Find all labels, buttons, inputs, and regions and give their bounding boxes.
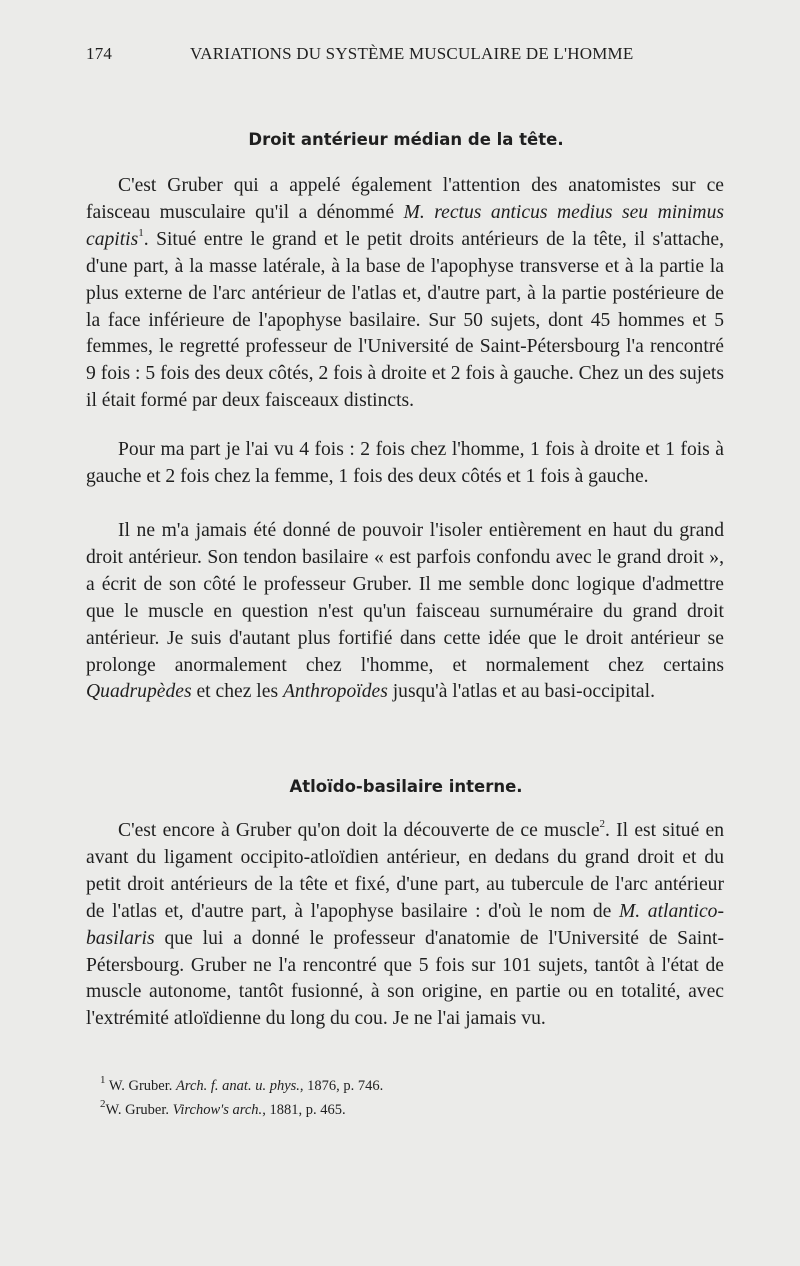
footnote-ref-2: 2 — [599, 818, 606, 831]
page-number: 174 — [86, 44, 113, 63]
section-heading-atloido-basilaire: Atloïdo-basilaire interne. — [289, 777, 523, 796]
running-title: VARIATIONS DU SYSTÈME MUSCULAIRE DE L'HOMME — [190, 44, 634, 63]
paragraph-conclusion: Il ne m'a jamais été donné de pouvoir l'isoler entièrement en haut du grand droit antérieur. Son tendon basilaire « est parfois confondu avec le grand droit », a écrit de son côté le professeur Gruber. Il me semble donc logique d'admettre que le muscle en question n'est qu'un faisceau surnuméraire du grand droit antérieur. Je suis d'autant plus fortifié dans cette idée que le droit antérieur se prolonge anormalement chez l'homme, et normalement chez certains Quadrupèdes et chez les Anthropoïdes jusqu'à l'atlas et au basi-occipital. — [86, 520, 724, 703]
section-heading-droit-anterieur: Droit antérieur médian de la tête. — [248, 130, 564, 149]
footnote-2: $^2$W. Gruber. Virchow's arch., 1881, p. 465. — [100, 1098, 346, 1118]
footnote-1: $^1$ W. Gruber. Arch. f. anat. u. phys., 1876, p. 746. — [100, 1074, 384, 1094]
paragraph-atloido-description: C'est encore à Gruber qu'on doit la découverte de ce muscle$^2$. Il est situé en avant du ligament occipito-atloïdien antérieur, en dedans du grand droit et du petit droit antérieurs de la tête et fixé, d'une part, au tubercule de l'arc antérieur de l'atlas et, d'autre part, à l'apophyse basilaire : d'où le nom de M. atlantico-basilaris que lui a donné le professeur d'anatomie de l'Université de Saint-Pétersbourg. Gruber ne l'a rencontré que 5 fois sur 101 sujets, tantôt à l'état de muscle autonome, tantôt fusionné, à son origine, en partie ou en totalité, avec l'extrémité atloïdienne du long du cou. Je ne l'ai jamais vu. — [86, 818, 724, 1030]
paragraph-personal-observations: Pour ma part je l'ai vu 4 fois : 2 fois chez l'homme, 1 fois à droite et 1 fois à gauche et 2 fois chez la femme, 1 fois des deux côtés et 1 fois à gauche. — [86, 439, 724, 487]
paragraph-gruber-intro: C'est Gruber qui a appelé également l'attention des anatomistes sur ce faisceau musculaire qu'il a dénommé M. rectus anticus medius seu minimus capitis$^1$. Situé entre le grand et le petit droits antérieurs de la tête, il s'attache, d'une part, à la masse latérale, à la base de l'apophyse transverse et à la partie la plus externe de l'arc antérieur de l'atlas et, d'autre part, à la partie postérieure de la face inférieure de l'apophyse basilaire. Sur 50 sujets, dont 45 hommes et 5 femmes, le regretté professeur de l'Université de Saint-Pétersbourg l'a rencontré 9 fois : 5 fois des deux côtés, 2 fois à droite et 2 fois à gauche. Chez un des sujets il était formé par deux faisceaux distincts. — [86, 175, 724, 412]
latin-term: M. rectus anticus medius seu minimus capitis — [86, 201, 724, 250]
footnote-ref-1: 1 — [138, 227, 144, 240]
